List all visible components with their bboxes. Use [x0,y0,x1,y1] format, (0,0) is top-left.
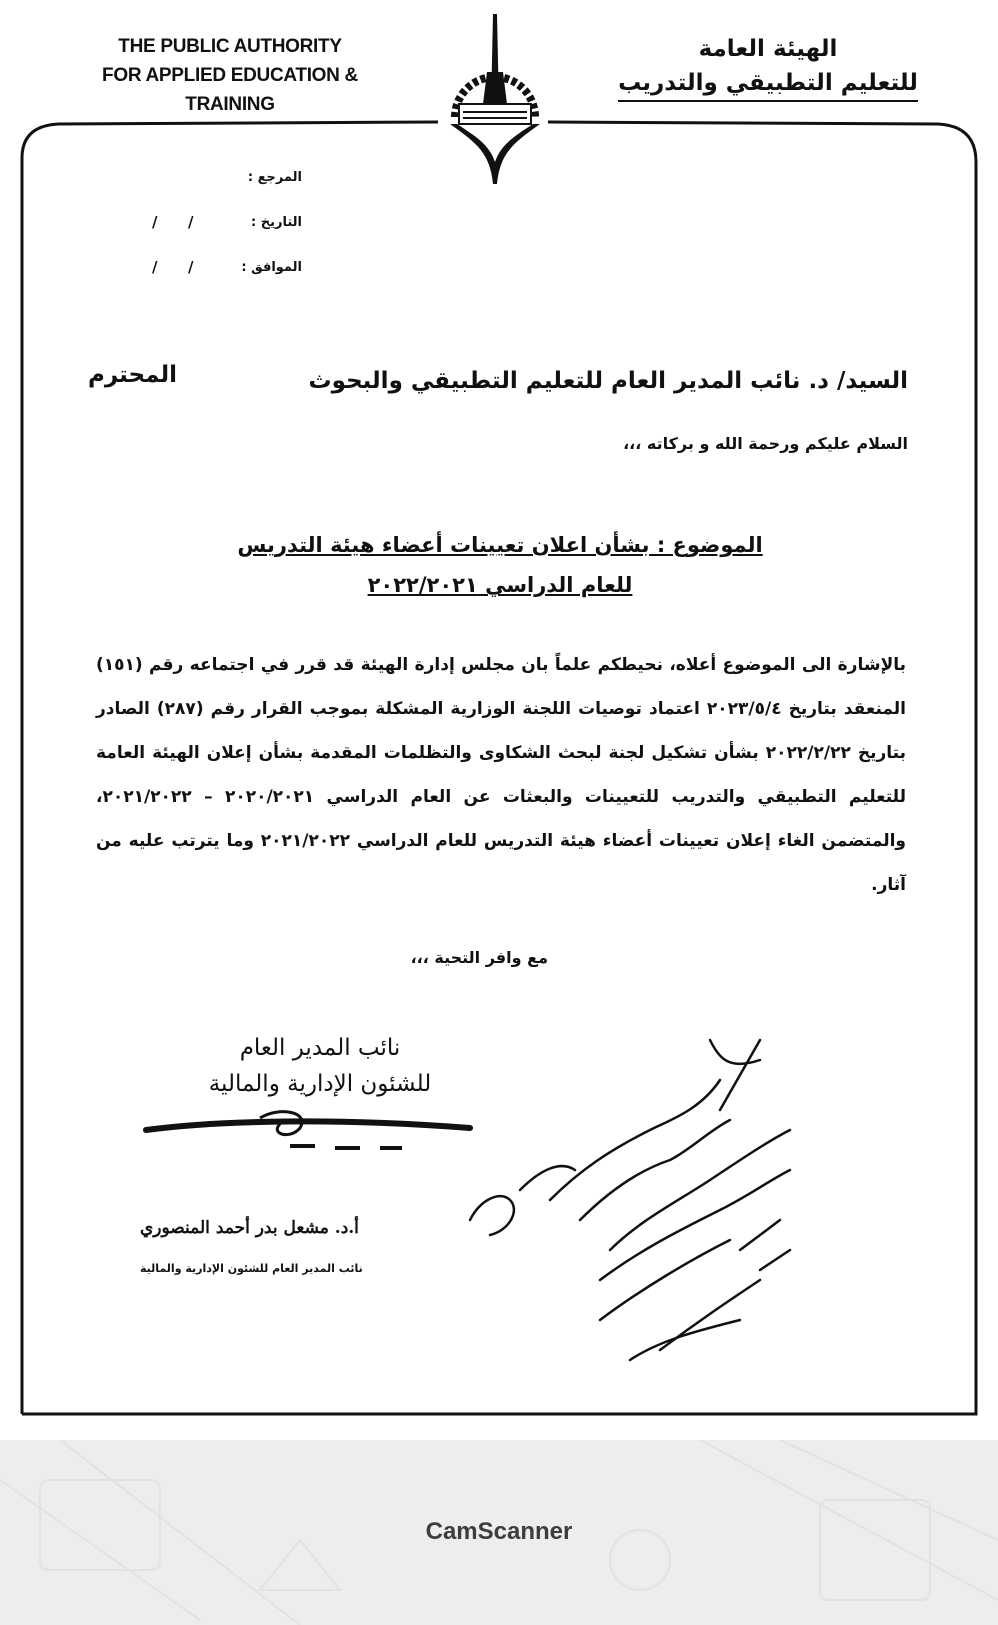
letter-body: بالإشارة الى الموضوع أعلاه، نحيطكم علماً بان مجلس إدارة الهيئة قد قرر في اجتماعه رقم (١٥١) المنعقد بتاريخ ٢٠٢٣/٥/٤ اعتماد توصيات اللجنة الوزارية المشكلة بموجب القرار رقم (٢٨٧) الصادر بتاريخ ٢٠٢٢/٢/٢٢ بشأن تشكيل لجنة لبحث الشكاوى والتظلمات المقدمة بشأن إعلان الهيئة العامة للتعليم التطبيقي والتدريب للتعيينات والبعثات عن العام الدراسي ٢٠٢٠/٢٠٢١ – ٢٠٢١/٢٠٢٢، والمتضمن الغاء إعلان تعيينات أعضاء هيئة التدريس للعام الدراسي ٢٠٢١/٢٠٢٢ وما يترتب عليه من آثار. [96,655,906,895]
subject-line2: للعام الدراسي ٢٠٢٢/٢٠٢١ [367,573,633,597]
subject-line1: الموضوع : بشأن اعلان تعيينات أعضاء هيئة التدريس [237,533,763,557]
header-english-line2: FOR APPLIED EDUCATION & TRAINING [102,65,358,115]
date-row [140,205,310,250]
signatory-title-line1: نائب المدير العام [239,1035,401,1061]
signatory-name: أ.د. مشعل بدر أحمد المنصوري [140,1218,359,1238]
date-label: التاريخ : [251,215,302,230]
header-english-line1: THE PUBLIC AUTHORITY [118,36,342,57]
corresponding-label: الموافق : [241,260,302,275]
signatory-title [155,1030,485,1102]
corresponding-slash: / [152,258,158,276]
signatory-title-line2: للشئون الإدارية والمالية [208,1071,432,1097]
greeting: السلام عليكم ورحمة الله و بركاته ،،، [623,434,908,453]
corresponding-date-row [140,250,310,295]
header-arabic-line2: للتعليم التطبيقي والتدريب [618,66,918,102]
signatory-subtitle: نائب المدير العام للشئون الإدارية والمالية [140,1262,363,1275]
handwritten-annotation [460,1020,840,1400]
camscanner-brand: CamScanner [425,1518,573,1545]
header-arabic-line1: الهيئة العامة [698,36,838,62]
reference-row [140,160,310,205]
reference-label: المرجع : [247,170,302,185]
date-slash: / [152,213,158,231]
signature-stroke [140,1110,480,1180]
addressee-line [88,362,908,408]
header-arabic [608,32,928,102]
reference-block [140,160,310,295]
corresponding-slash: / [188,258,194,276]
addressee-name: السيد/ د. نائب المدير العام للتعليم التطبيقي والبحوث [308,368,908,394]
closing: مع وافر التحية ،،، [410,948,548,967]
date-slash: / [188,213,194,231]
subject [200,525,800,605]
addressee-title: المحترم [88,362,178,388]
header-english [70,32,390,119]
